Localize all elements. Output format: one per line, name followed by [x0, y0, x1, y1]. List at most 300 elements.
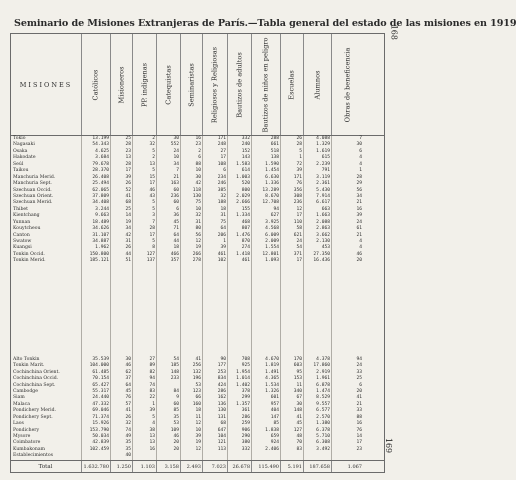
- table-cell: 2.239: [303, 162, 331, 168]
- table-cell: 54.343: [81, 142, 110, 148]
- table-cell: 80: [180, 226, 202, 232]
- table-cell: 24: [280, 239, 303, 245]
- mission-name: Thibet: [13, 206, 28, 212]
- table-cell: 3.684: [81, 155, 110, 161]
- table-cell: 60: [156, 200, 180, 206]
- table-cell: 13: [132, 162, 156, 168]
- table-cell: 12: [180, 239, 202, 245]
- total-cell: 187.658: [303, 461, 331, 472]
- table-cell: 6.577: [303, 408, 331, 414]
- table-cell: 23: [110, 149, 132, 155]
- table-cell: 663: [303, 207, 331, 213]
- column-header-label: PP. indígenas: [140, 62, 148, 107]
- mission-name: Tonkin Marit.: [13, 363, 45, 369]
- table-cell: 290: [227, 434, 251, 440]
- table-cell: 31: [110, 239, 132, 245]
- table-cell: 79.678: [81, 162, 110, 168]
- table-cell: 137: [132, 258, 156, 264]
- table-cell: [202, 453, 227, 459]
- table-cell: 30: [331, 142, 363, 148]
- table-cell: 31: [202, 213, 227, 219]
- table-cell: 1.534: [251, 383, 280, 389]
- table-cell: 32: [110, 421, 132, 427]
- table-cell: 26: [110, 245, 132, 251]
- table-cell: 2.088: [303, 220, 331, 226]
- table-cell: 32: [180, 213, 202, 219]
- mission-name: Hakodate: [13, 155, 36, 161]
- table-cell: 6: [180, 155, 202, 161]
- table-cell: 615: [303, 155, 331, 161]
- table-cell: 8.670: [251, 194, 280, 200]
- table-cell: 147: [251, 415, 280, 421]
- table-cell: 28: [110, 162, 132, 168]
- table-cell: 906: [227, 428, 251, 434]
- column-header-label: Misioneros: [117, 66, 125, 103]
- table-cell: 84: [156, 389, 180, 395]
- table-cell: 1.491: [251, 370, 280, 376]
- table-cell: 17: [280, 213, 303, 219]
- table-cell: 21: [331, 402, 363, 408]
- table-cell: 2.863: [303, 226, 331, 232]
- table-cell: 55.317: [81, 389, 110, 395]
- table-cell: 2.029: [227, 194, 251, 200]
- table-cell: 35: [110, 440, 132, 446]
- table-cell: 13: [110, 155, 132, 161]
- table-cell: 70: [280, 440, 303, 446]
- mission-name: Kouytcheou: [13, 226, 41, 232]
- table-cell: 38: [132, 428, 156, 434]
- table-cell: 33: [331, 370, 363, 376]
- gap-cell: [81, 265, 110, 357]
- table-cell: 1: [331, 168, 363, 174]
- table-cell: 102: [202, 258, 227, 264]
- table-cell: 39: [180, 434, 202, 440]
- table-cell: 20: [156, 447, 180, 453]
- table-cell: 41: [110, 408, 132, 414]
- table-cell: 17: [132, 233, 156, 239]
- table-cell: 26: [280, 136, 303, 142]
- table-cell: 25: [110, 136, 132, 142]
- table-cell: 160: [180, 402, 202, 408]
- table-cell: 85: [251, 421, 280, 427]
- table-cell: 26: [110, 181, 132, 187]
- table-cell: 4.568: [251, 226, 280, 232]
- gap-cell: [132, 265, 156, 357]
- table-cell: 76: [110, 395, 132, 401]
- mission-name: Mysore: [13, 434, 31, 439]
- table-cell: 89: [132, 363, 156, 369]
- table-cell: 24: [156, 149, 180, 155]
- table-cell: 17: [132, 181, 156, 187]
- table-cell: 44: [110, 252, 132, 258]
- table-cell: 90: [202, 357, 227, 363]
- table-cell: 52: [110, 188, 132, 194]
- gap-cell: [227, 265, 251, 357]
- table-cell: 461: [202, 252, 227, 258]
- mission-name: Szechuan Occid.: [13, 187, 52, 193]
- table-cell: 28.370: [81, 168, 110, 174]
- table-cell: 380: [227, 440, 251, 446]
- table-cell: [132, 453, 156, 459]
- table-cell: 1.554: [251, 245, 280, 251]
- column-header-5: [180, 34, 202, 135]
- table-cell: 148: [280, 408, 303, 414]
- table-cell: 123: [180, 389, 202, 395]
- table-cell: 621: [280, 233, 303, 239]
- table-cell: 94: [132, 376, 156, 382]
- table-cell: 266: [180, 252, 202, 258]
- table-cell: 104: [202, 434, 227, 440]
- table-cell: 4.088: [303, 136, 331, 142]
- table-cell: 1.590: [251, 162, 280, 168]
- column-header-7: [227, 34, 251, 135]
- table-cell: 3.119: [303, 175, 331, 181]
- table-cell: 42: [180, 181, 202, 187]
- table-cell: 155: [227, 207, 251, 213]
- table-cell: 3.925: [251, 220, 280, 226]
- table-cell: 278: [180, 258, 202, 264]
- table-cell: 76: [280, 181, 303, 187]
- table-cell: 1.474: [303, 389, 331, 395]
- column-header-label: Catequistas: [164, 64, 172, 105]
- table-cell: 25.494: [81, 181, 110, 187]
- table-cell: 72: [280, 162, 303, 168]
- mission-name: Canton: [13, 232, 30, 238]
- table-cell: 130: [180, 194, 202, 200]
- table-cell: 61: [331, 226, 363, 232]
- mission-name: Kientchang: [13, 213, 40, 219]
- total-cell: 1.250: [110, 461, 132, 472]
- total-cell: 2.493: [180, 461, 202, 472]
- mission-name: Taikou: [13, 168, 29, 174]
- table-cell: 121: [202, 440, 227, 446]
- table-cell: 2: [180, 149, 202, 155]
- table-cell: 1: [132, 402, 156, 408]
- missions-table: [10, 33, 385, 473]
- table-cell: 12.801: [251, 252, 280, 258]
- table-cell: 1.454: [251, 168, 280, 174]
- table-cell: 127: [280, 428, 303, 434]
- mission-name: Cochinchina Occid.: [13, 376, 59, 382]
- table-cell: 61.485: [81, 370, 110, 376]
- table-cell: 9.557: [303, 402, 331, 408]
- table-cell: 2.406: [251, 447, 280, 453]
- table-cell: 67: [280, 395, 303, 401]
- table-cell: 378: [227, 389, 251, 395]
- table-cell: 10: [180, 428, 202, 434]
- table-cell: 870: [227, 239, 251, 245]
- table-cell: 274: [227, 245, 251, 251]
- table-cell: 26.408: [81, 175, 110, 181]
- table-cell: 39: [331, 213, 363, 219]
- table-cell: 30: [280, 402, 303, 408]
- table-cell: 957: [251, 402, 280, 408]
- table-cell: 15: [132, 175, 156, 181]
- column-header-10: [303, 34, 331, 135]
- table-cell: 153.790: [81, 428, 110, 434]
- column-header-label: Obras de beneficencia: [343, 47, 351, 122]
- table-cell: 68: [202, 421, 227, 427]
- table-cell: 2.919: [303, 370, 331, 376]
- table-cell: 54: [156, 357, 180, 363]
- table-cell: 1.003: [227, 175, 251, 181]
- column-header-label: Religiosos y Religiosas: [210, 46, 219, 123]
- table-cell: 27: [202, 149, 227, 155]
- table-cell: 236: [280, 200, 303, 206]
- table-cell: 34.408: [81, 200, 110, 206]
- column-header-6: [202, 34, 227, 135]
- table-cell: 1.476: [227, 233, 251, 239]
- column-header-9: [280, 34, 303, 135]
- table-cell: 4: [331, 245, 363, 251]
- table-cell: 16: [331, 421, 363, 427]
- table-cell: [227, 453, 251, 459]
- table-cell: 4.378: [303, 357, 331, 363]
- table-cell: 3: [132, 213, 156, 219]
- table-cell: 1.093: [251, 258, 280, 264]
- table-cell: 371: [280, 252, 303, 258]
- table-cell: 171: [202, 136, 227, 142]
- table-cell: 76: [331, 428, 363, 434]
- table-cell: 17.860: [303, 363, 331, 369]
- table-cell: 2.666: [227, 200, 251, 206]
- total-cell: 5.191: [280, 461, 303, 472]
- table-cell: 136: [202, 402, 227, 408]
- table-cell: 23: [331, 447, 363, 453]
- table-cell: 3.662: [303, 233, 331, 239]
- table-cell: 385: [202, 188, 227, 194]
- column-header-4: [156, 34, 180, 135]
- table-cell: 83: [132, 389, 156, 395]
- table-cell: 647: [202, 428, 227, 434]
- table-cell: 234: [202, 175, 227, 181]
- table-cell: 17: [202, 155, 227, 161]
- table-cell: 41: [280, 415, 303, 421]
- table-cell: 30: [156, 136, 180, 142]
- column-header-3: [132, 34, 156, 135]
- table-cell: 424: [202, 383, 227, 389]
- table-cell: 1.014: [227, 376, 251, 382]
- table-cell: 6.308: [303, 440, 331, 446]
- table-cell: 82: [132, 370, 156, 376]
- table-cell: 2.570: [303, 415, 331, 421]
- table-cell: 16.436: [303, 258, 331, 264]
- table-cell: 34: [110, 226, 132, 232]
- table-cell: 248: [202, 142, 227, 148]
- table-cell: 68: [110, 200, 132, 206]
- column-header-label: Católicos: [91, 69, 100, 100]
- mission-name: Cochinchina Sept.: [13, 382, 56, 388]
- table-cell: 163: [156, 181, 180, 187]
- table-cell: 130: [202, 408, 227, 414]
- table-cell: 21: [331, 233, 363, 239]
- mission-name: Cochinchina Orient.: [13, 369, 60, 375]
- table-cell: 357: [156, 258, 180, 264]
- table-cell: 83: [280, 447, 303, 453]
- table-cell: 233: [156, 376, 180, 382]
- table-cell: 791: [303, 168, 331, 174]
- table-cell: 28: [331, 175, 363, 181]
- table-cell: 7: [132, 220, 156, 226]
- gap-cell: [180, 265, 202, 357]
- table-cell: 246: [202, 181, 227, 187]
- table-cell: [303, 453, 331, 459]
- table-cell: 50.034: [81, 434, 110, 440]
- table-cell: 9: [156, 395, 180, 401]
- table-cell: 65.427: [81, 383, 110, 389]
- table-cell: 1.961: [303, 376, 331, 382]
- mission-name: Manchuria Merid.: [13, 174, 56, 180]
- column-header-2: [110, 34, 132, 135]
- table-cell: 41: [331, 395, 363, 401]
- table-cell: 64: [156, 233, 180, 239]
- table-cell: 2.130: [303, 239, 331, 245]
- table-cell: 6.009: [251, 233, 280, 239]
- table-cell: 34.626: [81, 226, 110, 232]
- table-cell: 2.009: [251, 239, 280, 245]
- column-header-label: Alumnos: [313, 70, 321, 99]
- table-cell: 17: [280, 258, 303, 264]
- table-cell: 53: [180, 383, 202, 389]
- mission-name: Yunnan: [13, 219, 31, 225]
- table-cell: 11: [280, 383, 303, 389]
- table-cell: 5: [132, 200, 156, 206]
- mission-name: Siam: [13, 395, 25, 401]
- table-cell: 21: [156, 175, 180, 181]
- table-cell: 14: [331, 434, 363, 440]
- column-header-1: [81, 34, 110, 135]
- table-cell: 466: [156, 252, 180, 258]
- table-cell: 138: [251, 155, 280, 161]
- table-cell: 27.350: [303, 252, 331, 258]
- table-cell: 4.670: [251, 357, 280, 363]
- table-cell: 19: [180, 440, 202, 446]
- mission-name: Tonkin Merid.: [13, 258, 46, 264]
- table-cell: 171: [280, 175, 303, 181]
- table-cell: 1.819: [251, 363, 280, 369]
- table-cell: 4.365: [251, 376, 280, 382]
- column-header-label: Bautizos de adultos: [235, 51, 243, 118]
- table-cell: 1.326: [251, 389, 280, 395]
- table-cell: 520: [227, 181, 251, 187]
- table-cell: 6.617: [303, 200, 331, 206]
- table-cell: 30: [110, 357, 132, 363]
- table-cell: 256: [180, 363, 202, 369]
- table-cell: 9.663: [81, 213, 110, 219]
- table-cell: 659: [251, 434, 280, 440]
- table-cell: 299: [227, 395, 251, 401]
- table-cell: 13: [132, 434, 156, 440]
- mission-name: Laos: [13, 421, 24, 427]
- table-cell: 2: [132, 136, 156, 142]
- table-cell: 33: [331, 408, 363, 414]
- table-cell: 206: [202, 233, 227, 239]
- table-cell: 240: [227, 142, 251, 148]
- table-cell: 75: [202, 220, 227, 226]
- table-cell: 1.357: [227, 402, 251, 408]
- table-cell: 6: [331, 149, 363, 155]
- table-cell: 28: [280, 142, 303, 148]
- table-cell: 88: [180, 162, 202, 168]
- table-cell: 152: [227, 149, 251, 155]
- table-cell: 24: [331, 363, 363, 369]
- table-cell: 32: [202, 194, 227, 200]
- table-cell: 177: [202, 363, 227, 369]
- table-cell: 3.244: [81, 207, 110, 213]
- table-cell: 18.489: [81, 220, 110, 226]
- mission-name: Coimbatore: [13, 440, 41, 446]
- page-title: Seminario de Misiones Extranjeras de París.—Tabla general del estado de las misiones en 1919: [14, 18, 516, 29]
- table-cell: 23: [180, 142, 202, 148]
- table-cell: 5: [132, 239, 156, 245]
- table-cell: 1.334: [227, 213, 251, 219]
- table-cell: 4: [331, 155, 363, 161]
- table-cell: 45: [156, 220, 180, 226]
- table-cell: 8: [132, 245, 156, 251]
- table-cell: 6: [156, 207, 180, 213]
- table-cell: 12: [280, 207, 303, 213]
- table-cell: 404: [251, 408, 280, 414]
- table-cell: 48: [280, 434, 303, 440]
- table-cell: 46: [132, 188, 156, 194]
- table-cell: 4: [331, 162, 363, 168]
- mission-name: Szechuan Orient.: [13, 193, 54, 199]
- table-cell: 5: [132, 168, 156, 174]
- table-cell: 60: [156, 188, 180, 194]
- table-cell: 19: [180, 245, 202, 251]
- table-cell: 29: [331, 181, 363, 187]
- total-cell: 1.632.780: [81, 461, 110, 472]
- table-cell: 70.154: [81, 376, 110, 382]
- table-cell: 356: [280, 188, 303, 194]
- table-cell: 361: [227, 408, 251, 414]
- table-cell: 46: [331, 252, 363, 258]
- table-cell: 5.710: [303, 434, 331, 440]
- table-cell: 12.708: [251, 200, 280, 206]
- table-cell: 1.418: [227, 252, 251, 258]
- table-cell: 286: [202, 389, 227, 395]
- table-cell: 1.954: [227, 370, 251, 376]
- table-cell: 37.809: [81, 194, 110, 200]
- table-cell: 47.332: [81, 402, 110, 408]
- gap-cell: [156, 265, 180, 357]
- mission-name: Alto Tonkin: [13, 356, 40, 362]
- table-cell: 102.459: [81, 447, 110, 453]
- table-cell: 2: [132, 155, 156, 161]
- table-cell: 518: [251, 149, 280, 155]
- table-cell: 1.663: [303, 213, 331, 219]
- table-cell: 25: [110, 207, 132, 213]
- mission-name: Tokio: [13, 136, 26, 141]
- table-cell: 18: [180, 408, 202, 414]
- table-cell: 74: [110, 428, 132, 434]
- table-cell: 95: [280, 370, 303, 376]
- table-cell: 113: [202, 447, 227, 453]
- table-cell: 16: [331, 207, 363, 213]
- mission-name: Tonkin Occid.: [13, 251, 45, 257]
- table-cell: 170: [280, 357, 303, 363]
- table-cell: 4.625: [81, 149, 110, 155]
- table-cell: 20: [156, 440, 180, 446]
- gap-cell: [202, 265, 227, 357]
- mission-name: Pondichery Merid.: [13, 408, 57, 414]
- table-cell: 74: [132, 383, 156, 389]
- table-cell: 1.838: [251, 428, 280, 434]
- table-cell: 43: [132, 194, 156, 200]
- table-cell: 5.430: [303, 188, 331, 194]
- table-cell: 6: [202, 168, 227, 174]
- table-cell: 8.529: [303, 395, 331, 401]
